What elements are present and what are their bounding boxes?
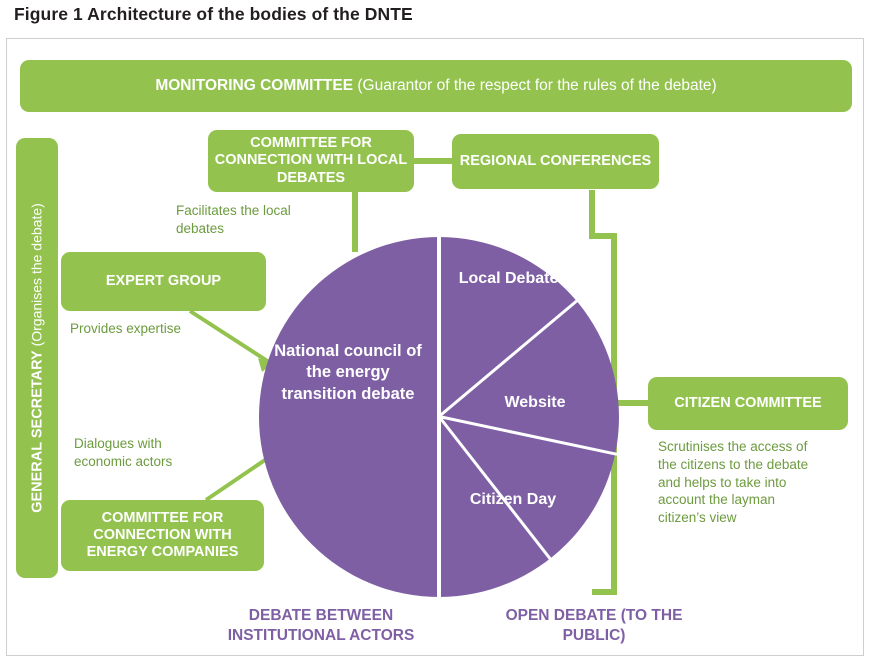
committee-energy-companies-box xyxy=(61,500,264,571)
circle-segment-citizen-day: Citizen Day xyxy=(469,491,557,508)
caption-debate-institutional-actors: DEBATE BETWEEN INSTITUTIONAL ACTORS xyxy=(227,607,415,645)
citizen-committee-label: CITIZEN COMMITTEE xyxy=(674,394,822,411)
circle-segment-local-debates: Local Debates xyxy=(458,270,568,287)
general-secretary-label: GENERAL SECRETARY xyxy=(29,350,46,513)
note-provides-expertise: Provides expertise xyxy=(70,321,182,336)
note-scrutinises-access: Scrutinises the access of the citizens to the debate and helps to take into account the layman citizen’s view xyxy=(658,439,809,526)
general-secretary-box xyxy=(16,138,58,578)
circle-center-label: National council of the energy transition debate xyxy=(274,342,422,403)
expert-group-box xyxy=(61,252,266,311)
committee-energy-companies-label: COMMITTEE FOR CONNECTION WITH ENERGY COMPANIES xyxy=(86,509,239,561)
regional-conferences-label: REGIONAL CONFERENCES xyxy=(459,152,652,169)
regional-conferences-box xyxy=(452,134,659,189)
expert-group-label: EXPERT GROUP xyxy=(105,272,222,289)
note-dialogues-economic-actors: Dialogues with economic actors xyxy=(74,436,173,469)
note-facilitates-local-debates: Facilitates the local debates xyxy=(176,203,291,236)
committee-local-debates-label: COMMITTEE FOR CONNECTION WITH LOCAL DEBATES xyxy=(214,135,408,186)
national-council-circle xyxy=(259,237,619,597)
monitoring-committee-sublabel: (Guarantor of the respect for the rules of the debate) xyxy=(353,76,717,94)
monitoring-committee-label: MONITORING COMMITTEE xyxy=(155,76,354,94)
circle-segment-website: Website xyxy=(504,394,566,411)
general-secretary-sublabel: (Organises the debate) xyxy=(28,203,45,351)
citizen-committee-box xyxy=(648,377,848,430)
figure-title: Figure 1 Architecture of the bodies of the DNTE xyxy=(14,4,413,24)
caption-open-debate-public: OPEN DEBATE (TO THE PUBLIC) xyxy=(505,607,683,645)
monitoring-committee-box xyxy=(20,60,852,112)
committee-local-debates-box xyxy=(208,130,414,192)
